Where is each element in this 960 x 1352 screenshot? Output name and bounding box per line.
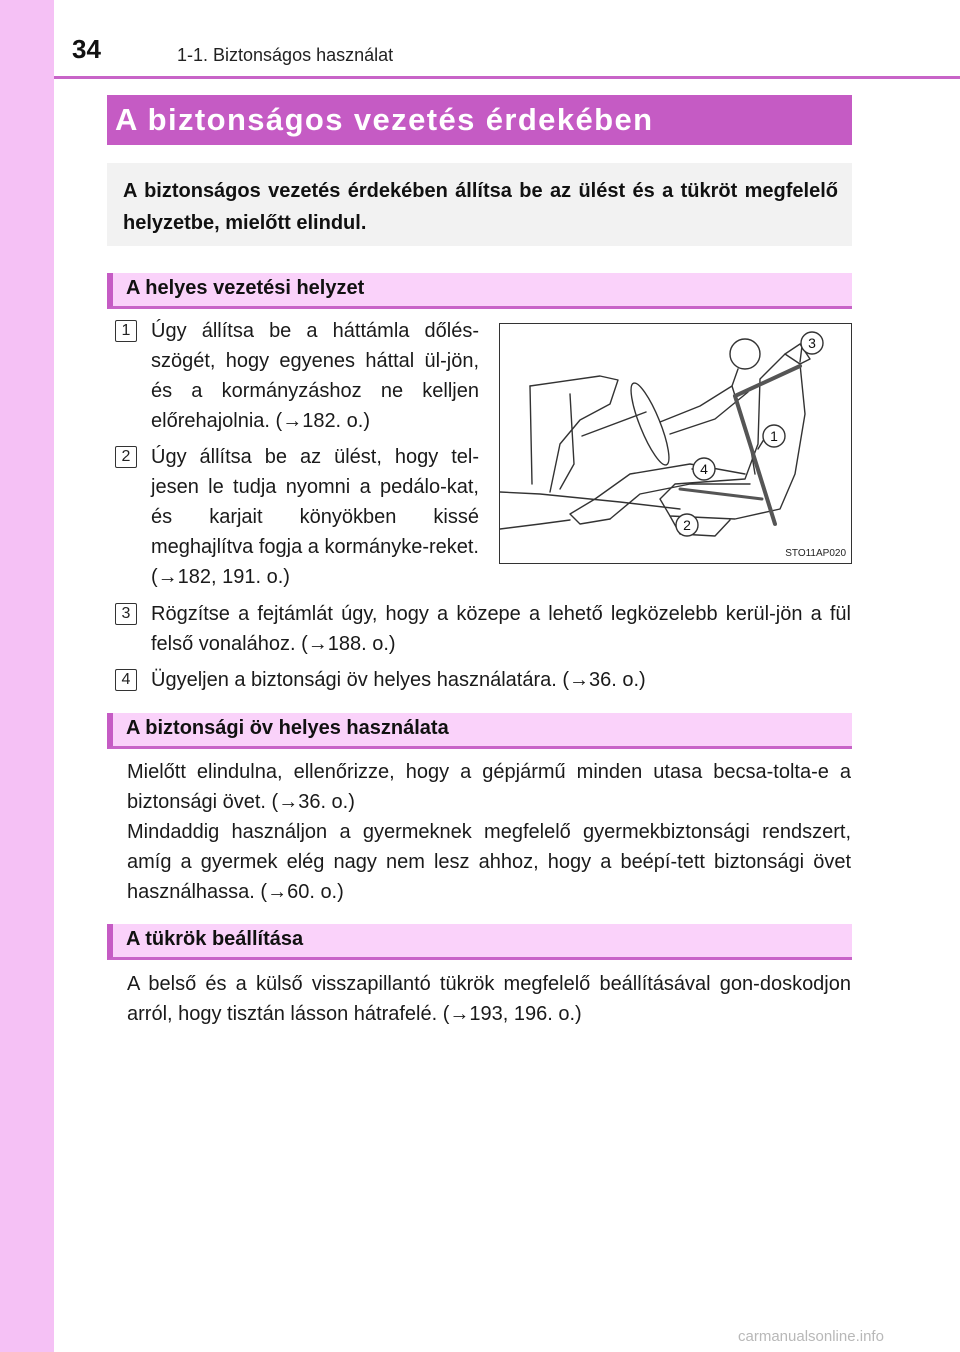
intro-text: A biztonságos vezetés érdekében állítsa be az ülést és a tükröt megfelelő helyzetbe, mielőtt elindul. [123, 180, 838, 234]
section-heading-text: A biztonsági öv helyes használata [126, 717, 449, 739]
figure-callout-3: 3 [808, 335, 816, 351]
item-text: Úgy állítsa be az ülést, hogy tel-jesen le tudja nyomni a pedálo-kat, és karjait könyökben kissé meghajlítva fogja a kormányke-reket. (→182, 191. o.) [151, 446, 479, 588]
section-heading-driving-position [107, 273, 852, 309]
item-number-badge: 3 [115, 603, 137, 625]
item-number-badge: 4 [115, 669, 137, 691]
item-number-badge: 2 [115, 446, 137, 468]
header-rule [54, 76, 960, 79]
mirrors-paragraph: A belső és a külső visszapillantó tükrök megfelelő beállításával gon-doskodjon arról, hogy tisztán lásson hátrafelé. (→193, 196. o.) [127, 973, 851, 1025]
driving-position-figure [499, 323, 852, 564]
item-number-badge: 1 [115, 320, 137, 342]
watermark: carmanualsonline.info [738, 1328, 884, 1345]
section-heading-mirrors [107, 924, 852, 960]
section-heading-text: A tükrök beállítása [126, 928, 304, 950]
item-text: Ügyeljen a biztonsági öv helyes használatára. (→36. o.) [151, 669, 646, 691]
item-text: Rögzítse a fejtámlát úgy, hogy a közepe a lehető legközelebb kerül-jön a fül felső vonalához. (→188. o.) [151, 603, 851, 655]
intro-box [107, 163, 852, 246]
seatbelt-paragraph: Mielőtt elindulna, ellenőrizze, hogy a gépjármű minden utasa becsa-tolta-e a biztonsági övet. (→36. o.) [127, 761, 851, 813]
seatbelt-paragraph-2: Mindaddig használjon a gyermeknek megfelelő gyermekbiztonsági rendszert, amíg a gyermek elég nagy nem lesz ahhoz, hogy a beépí-tett biztonsági övet használhassa. (→60. o.) [127, 821, 851, 903]
figure-callout-2: 2 [683, 517, 691, 533]
title-bar [107, 95, 852, 145]
side-tab-strip [0, 0, 54, 1352]
driver-seat-illustration [500, 324, 851, 563]
page-title: A biztonságos vezetés érdekében [115, 102, 654, 137]
figure-code: STO11AP020 [785, 548, 846, 559]
figure-callout-1: 1 [770, 428, 778, 444]
running-header: 1-1. Biztonságos használat [177, 45, 394, 65]
page-number: 34 [72, 34, 101, 64]
item-text: Úgy állítsa be a háttámla dőlés-szögét, hogy egyenes háttal ül-jön, és a kormányzáshoz ne kelljen előrehajolnia. (→182. o.) [151, 320, 479, 432]
section-heading-seatbelt [107, 713, 852, 749]
section-heading-text: A helyes vezetési helyzet [126, 277, 365, 299]
figure-callout-4: 4 [700, 461, 708, 477]
